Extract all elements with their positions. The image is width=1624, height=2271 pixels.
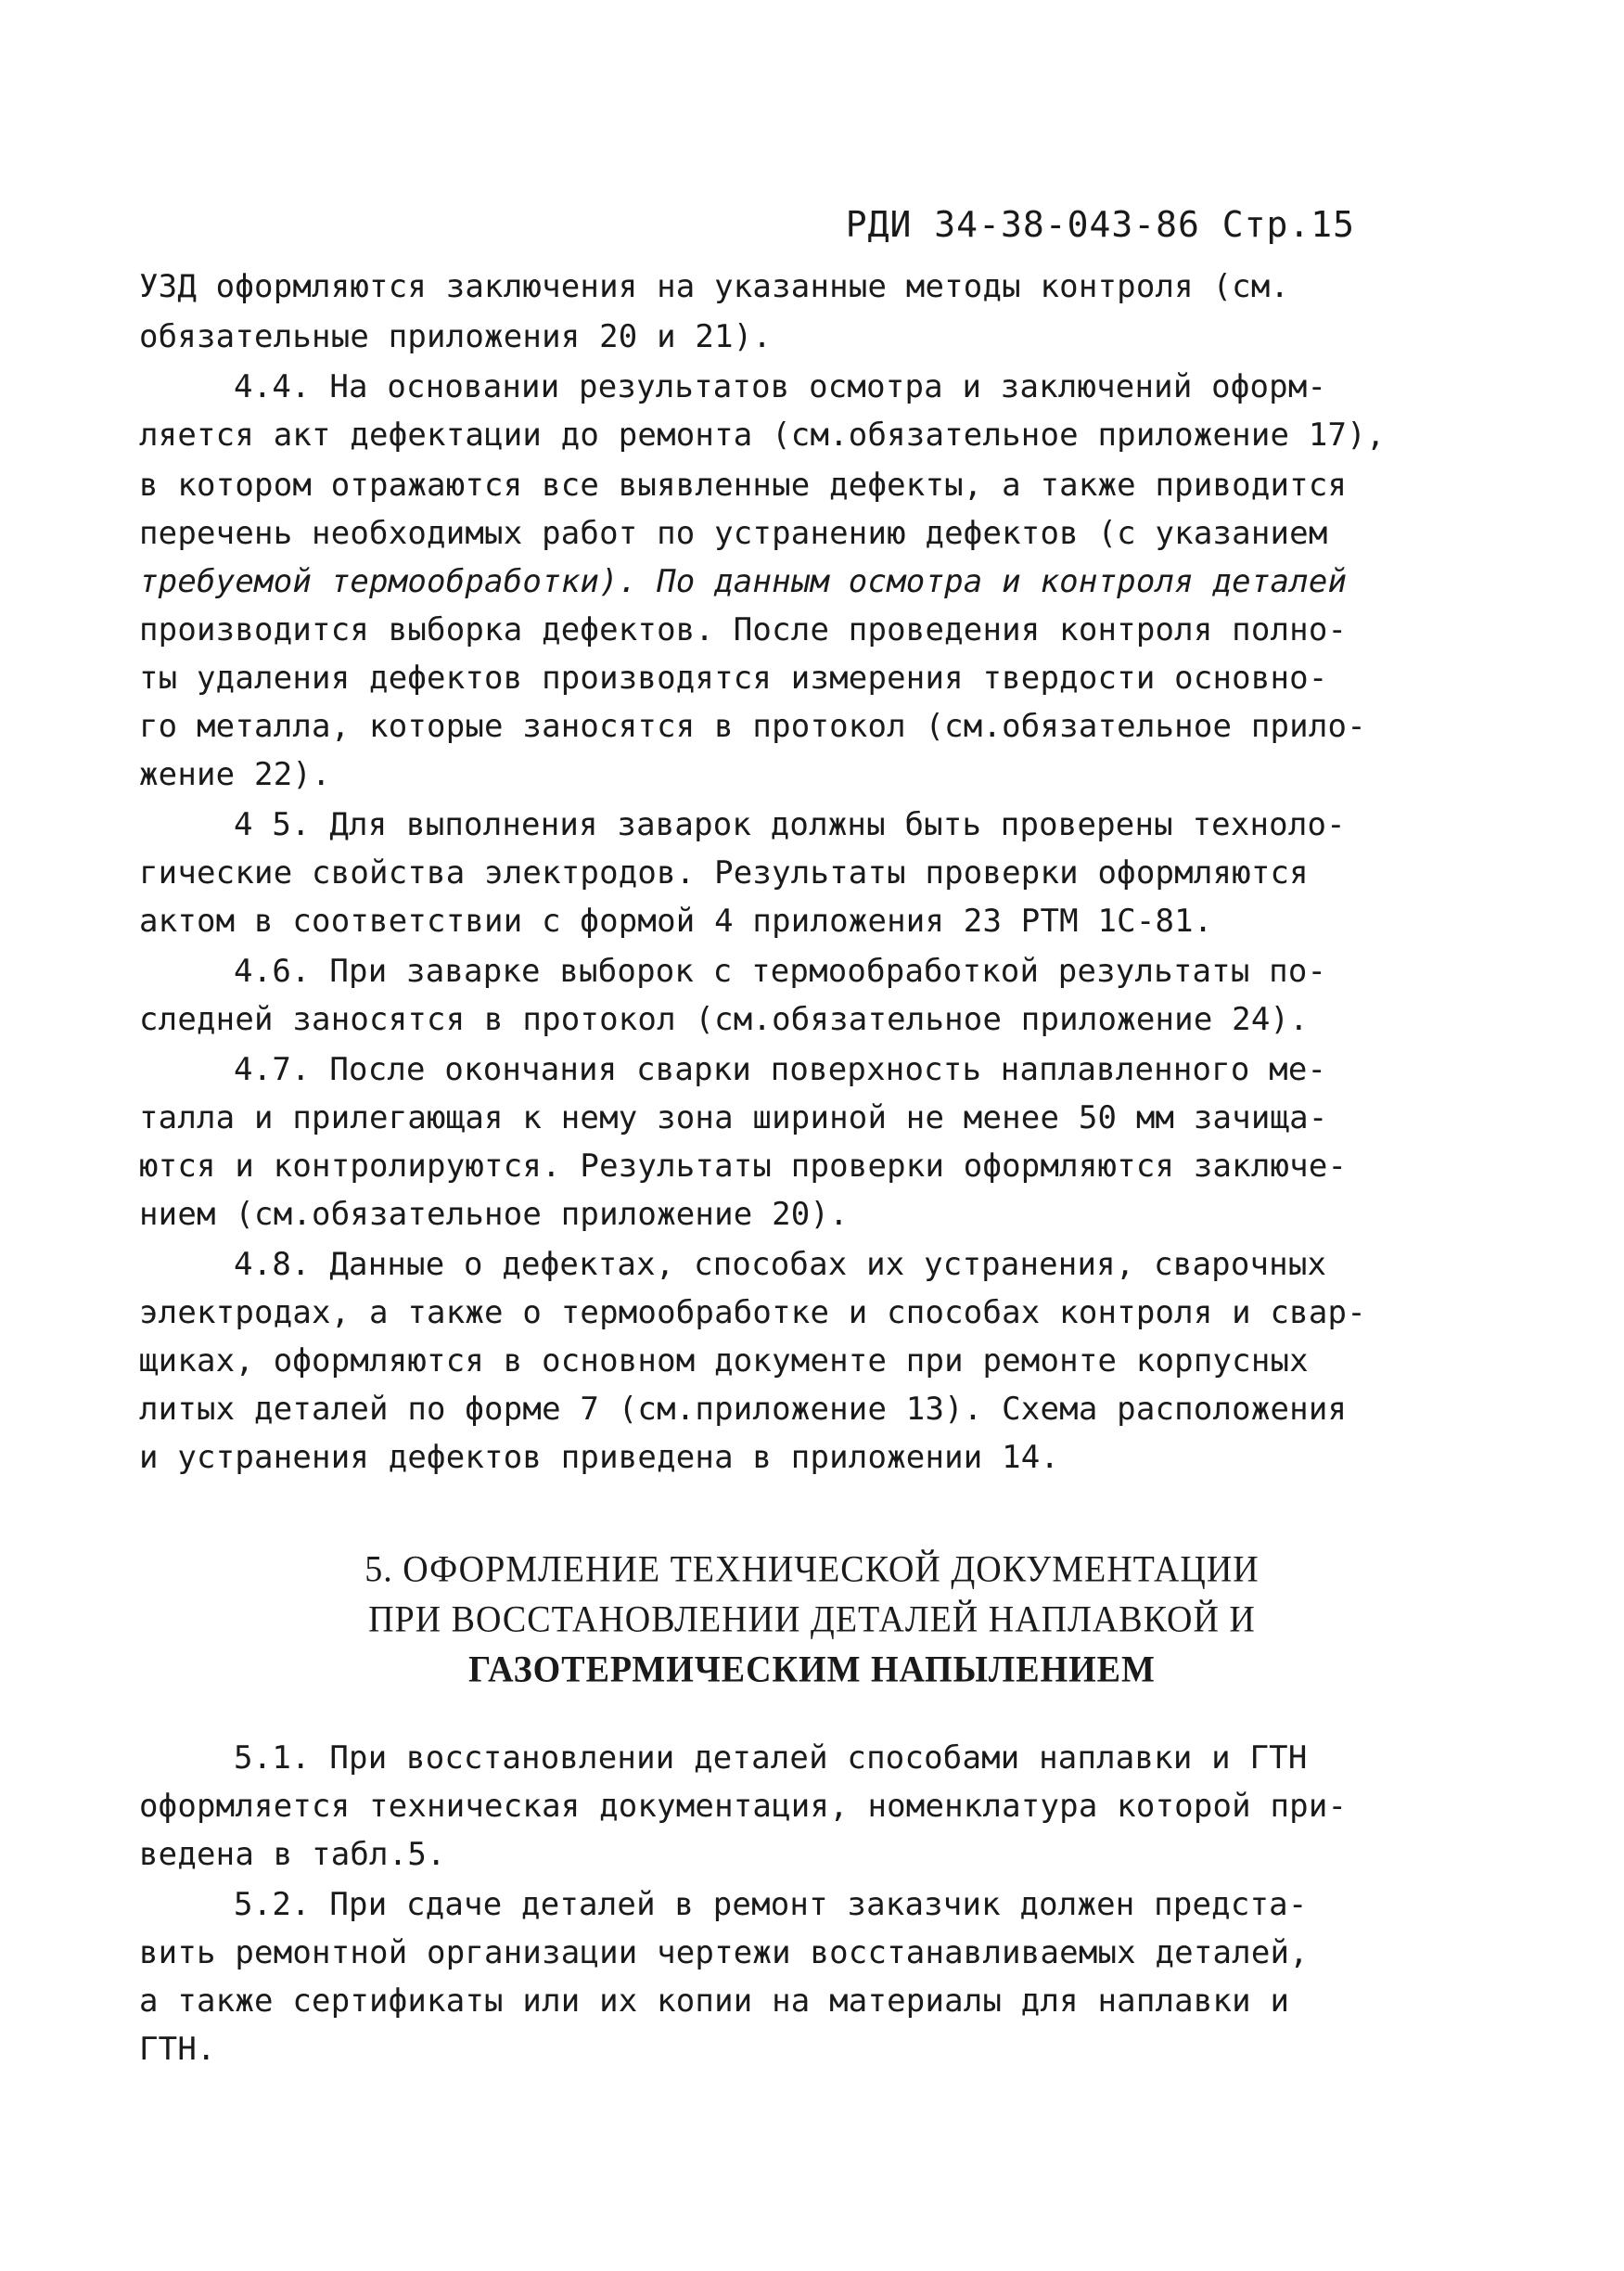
text-line: актом в соответствии с формой 4 приложения 23 РТМ 1С-81. (139, 903, 1213, 940)
text-line: обязательные приложения 20 и 21). (139, 318, 773, 355)
section-5-title-line-2: ПРИ ВОССТАНОВЛЕНИИ ДЕТАЛЕЙ НАПЛАВКОЙ И (368, 1598, 1256, 1641)
text-line: производится выборка дефектов. После проведения контроля полно- (139, 611, 1348, 648)
text-line: вить ремонтной организации чертежи восстанавливаемых деталей, (139, 1934, 1309, 1971)
text-line: ются и контролируются. Результаты проверки оформляются заключе- (139, 1148, 1348, 1185)
text-line: оформляется техническая документация, номенклатура которой при- (139, 1788, 1348, 1825)
text-line: УЗД оформляются заключения на указанные методы контроля (см. (139, 268, 1290, 305)
text-line: литых деталей по форме 7 (см.приложение 13). Схема расположения (139, 1391, 1348, 1428)
paragraph-4-6-start: 4.6. При заварке выборок с термообработкой результаты по- (234, 953, 1327, 990)
text-line: требуемой термообработки). По данным осмотра и контроля деталей (139, 563, 1348, 600)
text-line: ГТН. (139, 2031, 216, 2068)
text-line: ты удаления дефектов производятся измерения твердости основно- (139, 660, 1328, 697)
paragraph-4-7-start: 4.7. После окончания сварки поверхность наплавленного ме- (234, 1051, 1327, 1088)
paragraph-4-5-start: 4 5. Для выполнения заварок должны быть проверены техноло- (234, 806, 1346, 843)
text-line: жение 22). (139, 756, 331, 793)
text-line: ведена в табл.5. (139, 1836, 446, 1873)
text-line: талла и прилегающая к нему зона шириной не менее 50 мм зачища- (139, 1099, 1328, 1136)
paragraph-5-1-start: 5.1. При восстановлении деталей способами наплавки и ГТН (234, 1739, 1308, 1777)
text-line: нием (см.обязательное приложение 20). (139, 1196, 849, 1233)
text-line: го металла, которые заносятся в протокол (см.обязательное прило- (139, 708, 1366, 745)
paragraph-4-4-start: 4.4. На основании результатов осмотра и заключений оформ- (234, 368, 1327, 405)
text-line: и устранения дефектов приведена в приложении 14. (139, 1439, 1060, 1476)
paragraph-5-2-start: 5.2. При сдаче деталей в ремонт заказчик должен предста- (234, 1886, 1308, 1923)
text-line: в котором отражаются все выявленные дефекты, а также приводится (139, 467, 1348, 504)
section-5-title-line-3: ГАЗОТЕРМИЧЕСКИМ НАПЫЛЕНИЕМ (468, 1649, 1156, 1691)
section-5-title-line-1: 5. ОФОРМЛЕНИЕ ТЕХНИЧЕСКОЙ ДОКУМЕНТАЦИИ (364, 1548, 1260, 1591)
page-header: РДИ 34-38-043-86 Стр.15 (845, 204, 1355, 245)
text-line: гические свойства электродов. Результаты проверки оформляются (139, 854, 1309, 892)
text-line: щиках, оформляются в основном документе при ремонте корпусных (139, 1342, 1309, 1379)
text-line: ляется акт дефектации до ремонта (см.обязательное приложение 17), (139, 417, 1386, 454)
text-line: электродах, а также о термообработке и способах контроля и свар- (139, 1294, 1366, 1331)
paragraph-4-8-start: 4.8. Данные о дефектах, способах их устранения, сварочных (234, 1246, 1327, 1283)
text-line: перечень необходимых работ по устранению дефектов (с указанием (139, 515, 1328, 552)
text-line: а также сертификаты или их копии на материалы для наплавки и (139, 1982, 1290, 2020)
text-line: следней заносятся в протокол (см.обязательное приложение 24). (139, 1001, 1309, 1038)
